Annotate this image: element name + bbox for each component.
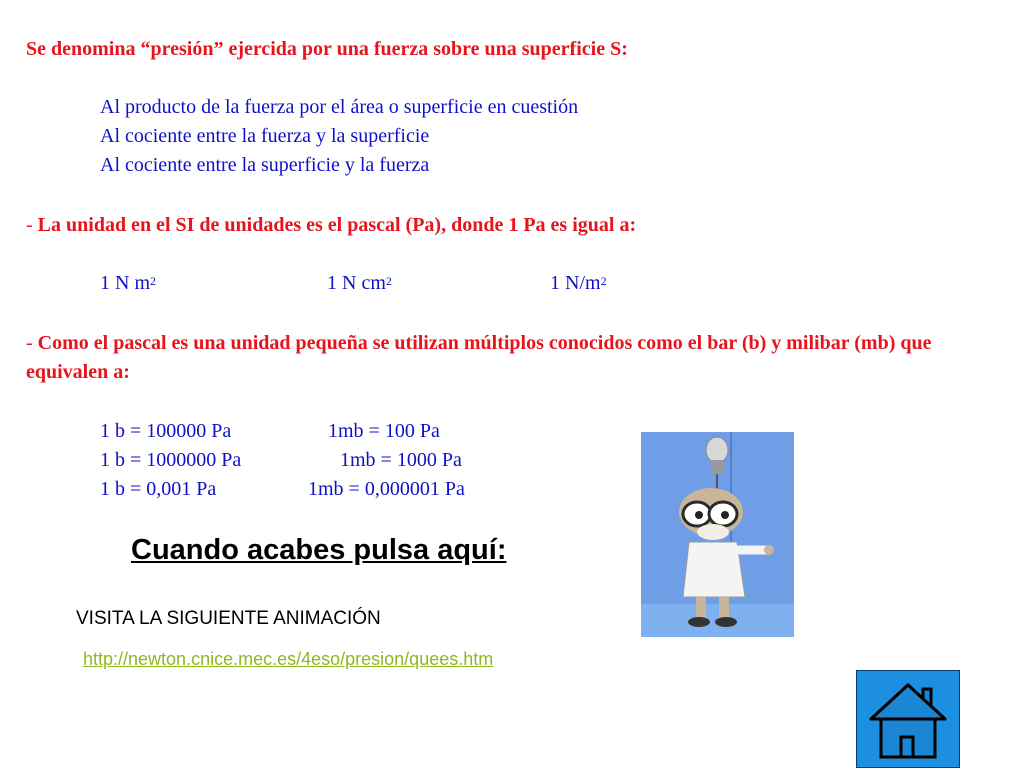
option-surface-over-force[interactable]: Al cociente entre la superficie y la fuerza — [100, 154, 430, 176]
option-n-per-m2-exp: 2 — [600, 274, 607, 288]
option-n-cm2[interactable] — [327, 269, 392, 298]
multiples-question — [26, 329, 976, 387]
option-bar-3[interactable]: 1 b = 0,001 Pa — [100, 478, 217, 500]
unit-question — [26, 211, 636, 240]
option-bar-2[interactable]: 1 b = 1000000 Pa — [100, 449, 242, 471]
option-n-cm2-exp: 2 — [385, 274, 392, 288]
option-n-m2-exp: 2 — [150, 274, 156, 288]
question-title: Se denomina “presión” ejercida por una fuerza sobre una superficie S: — [26, 38, 628, 60]
scientist-with-lightbulb-icon — [641, 432, 794, 637]
option-n-per-m2[interactable] — [550, 269, 607, 298]
visit-label: VISITA LA SIGUIENTE ANIMACIÓN — [76, 608, 381, 629]
option-n-m2-base: 1 N m — [100, 272, 150, 294]
home-button[interactable] — [856, 670, 960, 768]
animation-link[interactable]: http://newton.cnice.mec.es/4eso/presion/quees.htm — [83, 649, 494, 669]
bullet-dash: - — [26, 214, 33, 236]
option-product[interactable]: Al producto de la fuerza por el área o superficie en cuestión — [100, 96, 579, 118]
scientist-illustration — [641, 432, 794, 637]
option-mbar-1[interactable]: 1mb = 100 Pa — [328, 420, 440, 442]
unit-question-text: La unidad en el SI de unidades es el pascal (Pa), donde 1 Pa es igual a: — [37, 214, 637, 236]
bullet-dash: - — [26, 332, 33, 354]
finish-link[interactable]: Cuando acabes pulsa aquí: — [131, 534, 507, 566]
option-mbar-3[interactable]: 1mb = 0,000001 Pa — [308, 478, 465, 500]
option-bar-1[interactable]: 1 b = 100000 Pa — [100, 420, 232, 442]
multiples-question-text: Como el pascal es una unidad pequeña se utilizan múltiplos conocidos como el bar (b) y milibar (mb) que equivalen a: — [26, 332, 932, 383]
option-n-m2[interactable] — [100, 269, 156, 298]
option-n-per-m2-base: 1 N/m — [550, 272, 601, 294]
option-n-cm2-base: 1 N cm — [327, 272, 386, 294]
option-mbar-2[interactable]: 1mb = 1000 Pa — [340, 449, 462, 471]
option-force-over-surface[interactable]: Al cociente entre la fuerza y la superficie — [100, 125, 430, 147]
home-icon — [857, 671, 959, 767]
